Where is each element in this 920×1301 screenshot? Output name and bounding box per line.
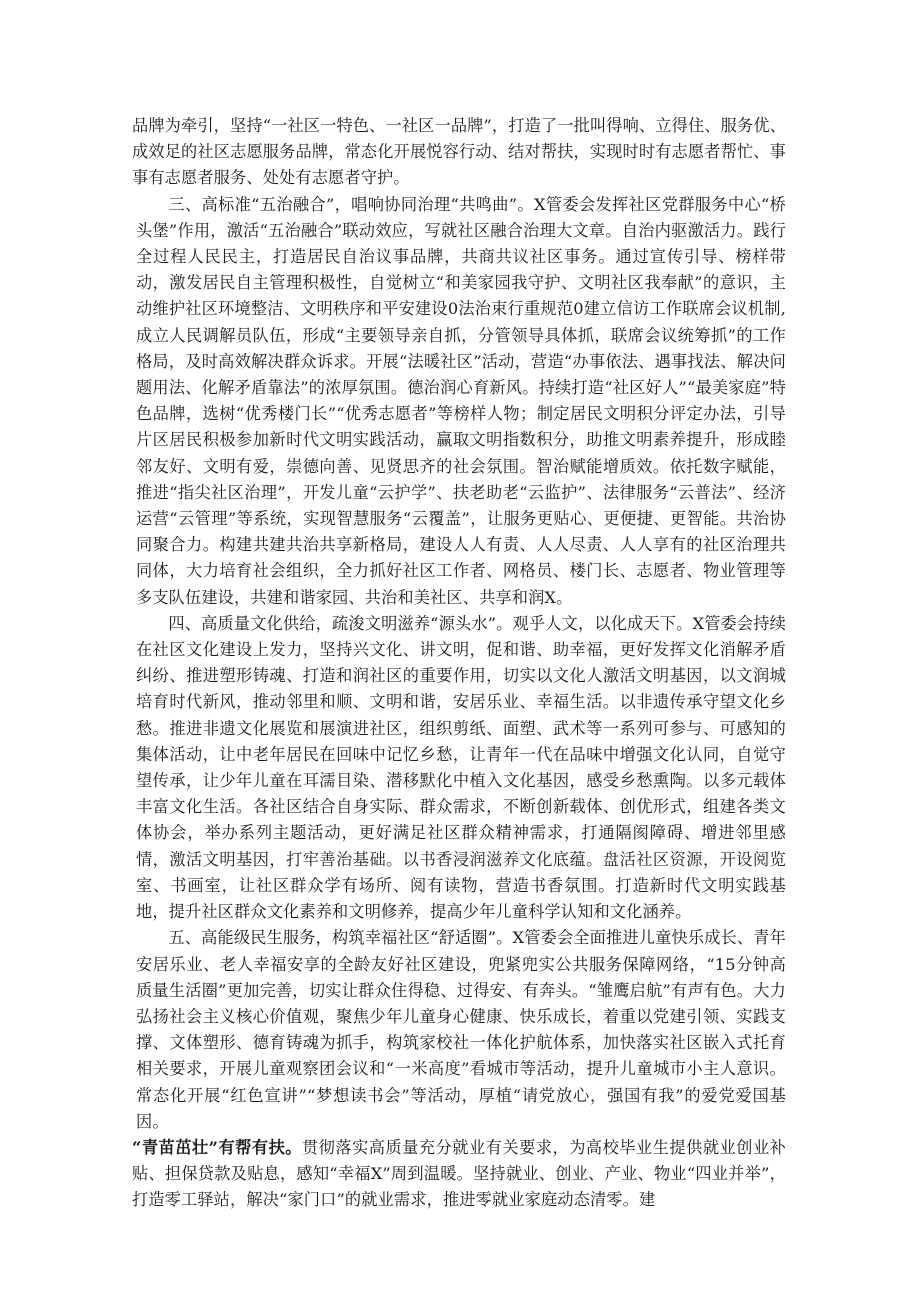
document-body xyxy=(132,113,787,1214)
paragraph-5 xyxy=(132,1135,786,1214)
paragraph-5-heading: “青苗茁壮”有帮有扶。 xyxy=(132,1137,302,1157)
paragraph-2: 三、高标准“五治融合”，唱响协同治理“共鸣曲”。X管委会发挥社区党群服务中心“桥头堡”作用，激活“五治融合”联动效应，写就社区融合治理大文章。自治内驱激活力。践行全过程人民民主，打造居民自治议事品牌，共商共议社区事务。通过宣传引导、榜样带动，激发居民自主管理积极性，自觉树立“和美家园我守护、文明社区我奉献”的意识，主动维护社区环境整洁、文明秩序和平安建设0法治束行重规范0建立信访工作联席会议机制,成立人民调解员队伍，形成“主要领导亲自抓，分管领导具体抓，联席会议统筹抓”的工作格局，及时高效解决群众诉求。开展“法暖社区”活动，营造“办事依法、遇事找法、解决问题用法、化解矛盾靠法”的浓厚氛围。德治润心育新风。持续打造“社区好人”“最美家庭”特色品牌，选树“优秀楼门长”“优秀志愿者”等榜样人物；制定居民文明积分评定办法，引导片区居民积极参加新时代文明实践活动，赢取文明指数积分，助推文明素养提升，形成睦邻友好、文明有爱，崇德向善、见贤思齐的社会氛围。智治赋能增质效。依托数字赋能，推进“指尖社区治理”，开发儿童“云护学”、扶老助老“云监护”、法律服务“云普法”、经济运营“云管理”等系统，实现智慧服务“云覆盖”，让服务更贴心、更便捷、更智能。共治协同聚合力。构建共建共治共享新格局，建设人人有责、人人尽责、人人享有的社区治理共同体，大力培育社会组织，全力抓好社区工作者、网格员、楼门长、志愿者、物业管理等多支队伍建设，共建和谐家园、共治和美社区、共享和润X。 xyxy=(136,194,786,607)
paragraph-3: 四、高质量文化供给，疏浚文明滋养“源头水”。观乎人文，以化成天下。X管委会持续在社区文化建设上发力，坚持兴文化、讲文明，促和谐、助幸福，更好发挥文化消解矛盾纠纷、推进塑形铸魂、打造和润社区的重要作用，切实以文化人激活文明基因，以文润城培育时代新风，推动邻里和顺、文明和谐，安居乐业、幸福生活。以非遗传承守望文化乡愁。推进非遗文化展览和展演进社区，组织剪纸、面塑、武术等一系列可参与、可感知的集体活动，让中老年居民在回味中记忆乡愁，让青年一代在品味中增强文化认同，自觉守望传承，让少年儿童在耳濡目染、潜移默化中植入文化基因，感受乡愁熏陶。以多元载体丰富文化生活。各社区结合自身实际、群众需求，不断创新载体、创优形式，组建各类文体协会，举办系列主题活动，更好满足社区群众精神需求，打通隔阂障碍、增进邻里感情，激活文明基因，打牢善治基础。以书香浸润滋养文化底蕴。盘活社区资源，开设阅览室、书画室，让社区群众学有场所、阅有读物，营造书香氛围。打造新时代文明实践基地，提升社区群众文化素养和文明修养，提高少年儿童科学认知和文化涵养。 xyxy=(136,613,786,922)
paragraph-5-body: 贯彻落实高质量充分就业有关要求，为高校毕业生提供就业创业补贴、担保贷款及贴息，感知“幸福X”周到温暖。坚持就业、创业、产业、物业“四业并举”，打造零工驿站，解决“家门口”的就业需求，推进零就业家庭动态清零。建 xyxy=(132,1137,786,1210)
paragraph-1: 品牌为牵引，坚持“一社区一特色、一社区一品牌”，打造了一批叫得响、立得住、服务优、成效足的社区志愿服务品牌，常态化开展悦容行动、结对帮扶，实现时时有志愿者帮忙、事事有志愿者服务、处处有志愿者守护。 xyxy=(132,116,787,188)
paragraph-4: 五、高能级民生服务，构筑幸福社区“舒适圈”。X管委会全面推进儿童快乐成长、青年安居乐业、老人幸福安享的全龄友好社区建设，兜紧兜实公共服务保障网络，“15分钟高质量生活圈”更加完善，切实让群众住得稳、过得安、有奔头。“雏鹰启航”有声有色。大力弘扬社会主义核心价值观，聚焦少年儿童身心健康、快乐成长，着重以党建引领、实践支撑、文体塑形、德育铸魂为抓手，构筑家校社一体化护航体系，加快落实社区嵌入式托育相关要求，开展儿童观察团会议和“一米高度”看城市等活动，提升儿童城市小主人意识。常态化开展“红色宣讲”“梦想读书会”等活动，厚植“请党放心，强国有我”的爱党爱国基因。 xyxy=(136,928,786,1131)
